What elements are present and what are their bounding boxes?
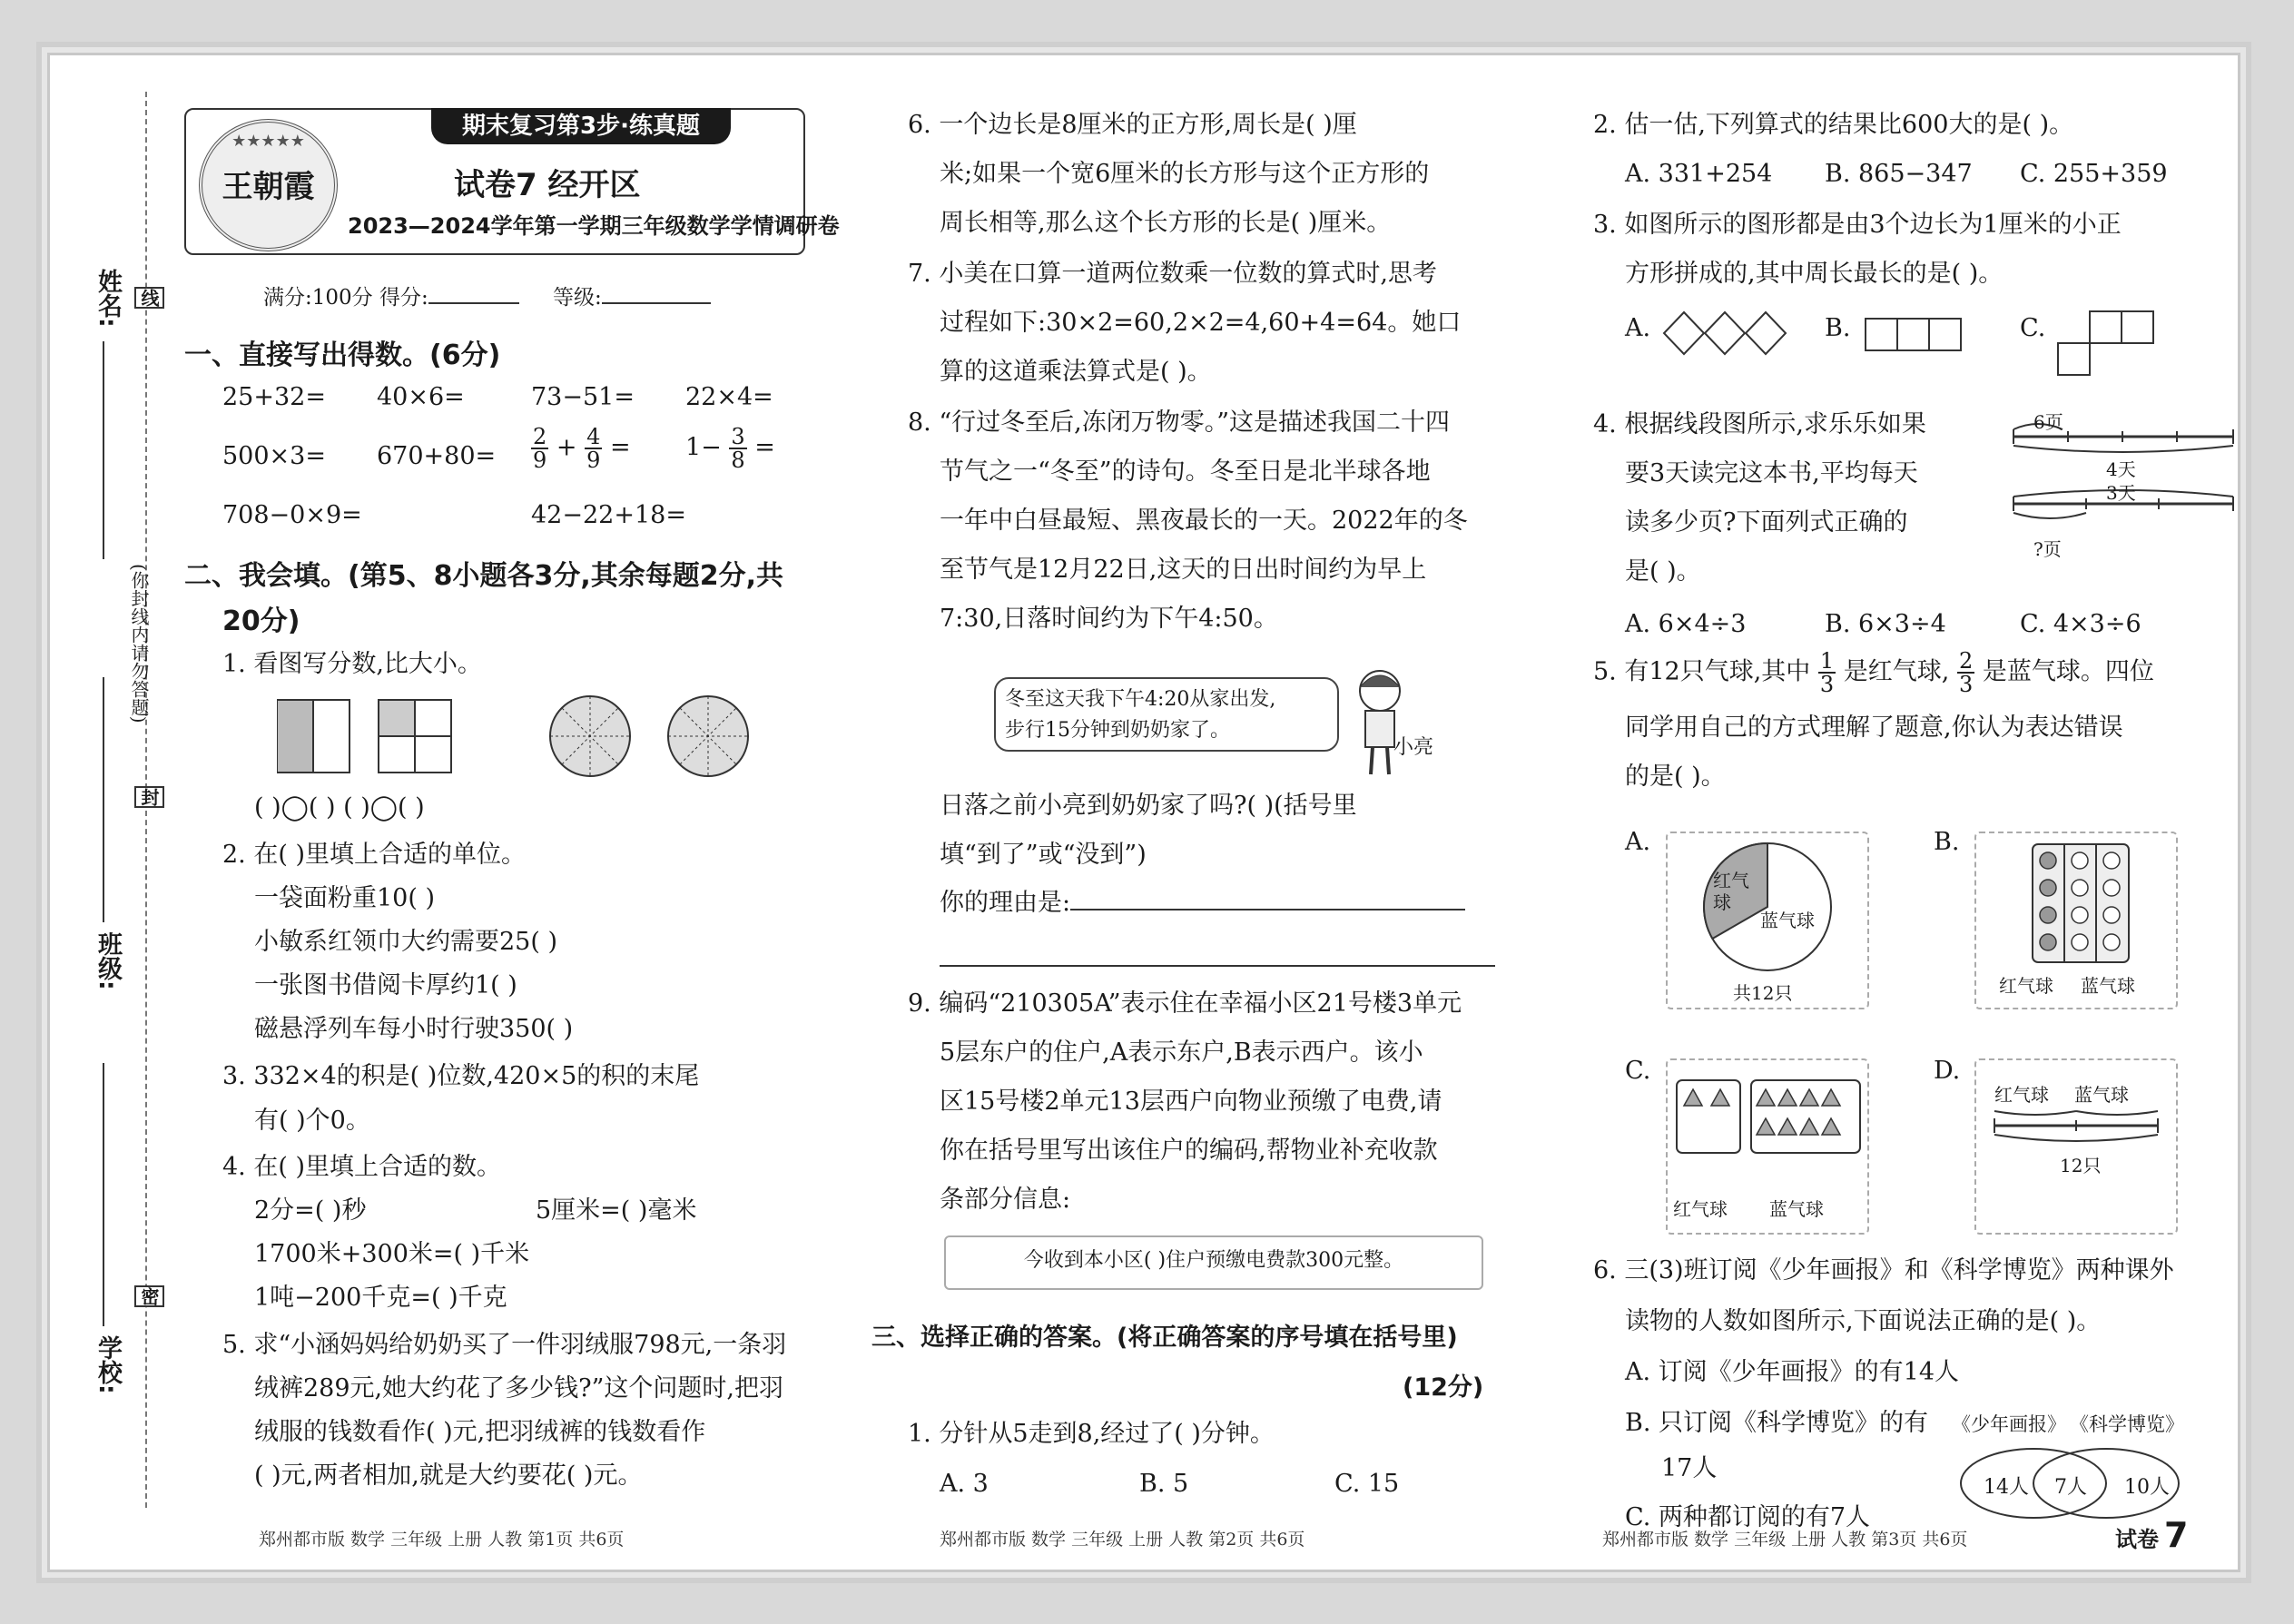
c4-option-c: C. 4×3÷6 (2020, 610, 2141, 638)
c2-text: 2. 估一估,下列算式的结果比600大的是( )。 (1593, 111, 2074, 139)
c6-option-b-cont: 17人 (1661, 1454, 1718, 1482)
dots-red-label: 红气球 (1999, 975, 2053, 997)
c3-option-b: B. (1825, 314, 1851, 342)
calc-1: 25+32= (222, 383, 326, 411)
venn-mid: 7人 (2054, 1476, 2087, 1499)
q1-text: 1. 看图写分数,比大小。 (222, 650, 482, 678)
school-label: 学校: (90, 1335, 126, 1394)
tri-red-label: 红气球 (1673, 1198, 1728, 1220)
c1-option-a: A. 3 (940, 1470, 989, 1498)
q2-item-2: 小敏系红领巾大约需要25( ) (254, 928, 558, 956)
seg-total-label: 12只 (2060, 1155, 2102, 1176)
q6-line-3: 周长相等,那么这个长方形的长是( )厘米。 (940, 209, 1392, 237)
seg-red-label: 红气球 (1994, 1084, 2049, 1106)
footer-page-2: 郑州都市版 数学 三年级 上册 人教 第2页 共6页 (940, 1530, 1305, 1550)
pie-blue-label: 蓝气球 (1760, 910, 1815, 931)
q8-question: 日落之前小亮到奶奶家了吗?( )(括号里 (940, 792, 1357, 820)
q9-line-5: 条部分信息: (940, 1186, 1071, 1214)
q6-line-2: 米;如果一个宽6厘米的长方形与这个正方形的 (940, 160, 1430, 188)
calc-4: 22×4= (685, 383, 773, 411)
q8-line-4: 至节气是12月22日,这天的日出时间约为早上 (940, 556, 1427, 584)
footer-page-3: 郑州都市版 数学 三年级 上册 人教 第3页 共6页 (1602, 1530, 1968, 1550)
c1-option-b: B. 5 (1139, 1470, 1189, 1498)
section-3-score: (12分) (1403, 1373, 1484, 1402)
q9-line-4: 你在括号里写出该住户的编码,帮物业补充收款 (940, 1137, 1438, 1165)
q3-text: 3. 332×4的积是( )位数,420×5的积的末尾 (222, 1062, 700, 1090)
seal-note: (你封线内请勿答题) (128, 564, 150, 723)
q2-item-4: 磁悬浮列车每小时行驶350( ) (254, 1015, 574, 1043)
c3-shape-a (1661, 308, 1797, 362)
c5-option-b: B. (1934, 828, 1960, 856)
header-card (184, 108, 840, 255)
banner: 期末复习第3步·练真题 (431, 108, 731, 144)
c4-label-4days: 4天 (2106, 458, 2136, 480)
q5-line-4: ( )元,两者相加,就是大约要花( )元。 (254, 1462, 643, 1490)
q4-text: 4. 在( )里填上合适的数。 (222, 1153, 501, 1181)
paper-subtitle: 2023—2024学年第一学期三年级数学学情调研卷 (348, 213, 840, 239)
q1-compare-row: ( )◯( ) ( )◯( ) (254, 793, 425, 822)
q2-item-3: 一张图书借阅卡厚约1( ) (254, 971, 517, 999)
c1-text: 1. 分针从5走到8,经过了( )分钟。 (908, 1420, 1275, 1448)
seg-blue-label: 蓝气球 (2074, 1084, 2129, 1106)
q7-line-2: 过程如下:30×2=60,2×2=4,60+4=64。她口 (940, 309, 1462, 337)
c4-option-a: A. 6×4÷3 (1625, 610, 1747, 638)
q7-line-3: 算的这道乘法算式是( )。 (940, 358, 1212, 386)
c3-shape-b (1864, 317, 1973, 353)
c4-line-4: 是( )。 (1625, 557, 1701, 586)
exam-sheet (47, 53, 2240, 1572)
name-label: 姓名: (90, 269, 126, 328)
c3-option-c: C. (2020, 314, 2046, 342)
section-2-title: 二、我会填。(第5、8小题各3分,其余每题2分,共 (184, 560, 783, 592)
tri-blue-label: 蓝气球 (1769, 1198, 1824, 1220)
calc-8: 1− $\frac{3}{8}$ = (685, 424, 775, 473)
q5-line-2: 绒裤289元,她大约花了多少钱?”这个问题时,把羽 (254, 1374, 783, 1403)
c3-shape-c (2056, 310, 2165, 382)
c2-option-a: A. 331+254 (1625, 160, 1773, 188)
q9-line-2: 5层东户的住户,A表示东户,B表示西户。该小 (940, 1038, 1423, 1067)
calc-9: 708−0×9= (222, 501, 362, 529)
c6-line-1: 6. 三(3)班订阅《少年画报》和《科学博览》两种课外 (1593, 1256, 2174, 1284)
calc-10: 42−22+18= (531, 501, 686, 529)
c4-line-1: 4. 根据线段图所示,求乐乐如果 (1593, 410, 1926, 438)
q8-reason: 你的理由是: (940, 886, 1465, 920)
q3-text-cont: 有( )个0。 (254, 1107, 370, 1135)
dots-blue-label: 蓝气球 (2081, 975, 2135, 997)
venn-title-right: 《科学博览》 (2070, 1413, 2184, 1435)
q7-line-1: 7. 小美在口算一道两位数乘一位数的算式时,思考 (908, 260, 1437, 288)
q8-line-3: 一年中白昼最短、黑夜最长的一天。2022年的冬 (940, 507, 1468, 535)
c4-label-bottom: ?页 (2033, 538, 2062, 560)
c5-option-a: A. (1625, 828, 1651, 856)
c5-line-1: 5. 有12只气球,其中 $\frac{1}{3}$ 是红气球, $\frac{2}{3}$ 是蓝气球。四位 (1593, 648, 2154, 697)
c4-label-3days: 3天 (2106, 482, 2136, 504)
seal-mark-1: 线 (134, 287, 164, 309)
section-1-title: 一、直接写出得数。(6分) (184, 340, 501, 371)
q8-question-cont: 填“到了”或“没到”) (940, 841, 1147, 869)
venn-right: 10人 (2124, 1476, 2170, 1499)
c4-option-b: B. 6×3÷4 (1825, 610, 1946, 638)
c6-line-2: 读物的人数如图所示,下面说法正确的是( )。 (1625, 1307, 2102, 1335)
c2-option-c: C. 255+359 (2020, 160, 2168, 188)
c5-option-d: D. (1934, 1057, 1961, 1085)
q5-line-3: 绒服的钱数看作( )元,把羽绒裤的钱数看作 (254, 1418, 706, 1446)
q6-line-1: 6. 一个边长是8厘米的正方形,周长是( )厘 (908, 111, 1357, 139)
c3-line-2: 方形拼成的,其中周长最长的是( )。 (1625, 260, 2004, 288)
c3-line-1: 3. 如图所示的图形都是由3个边长为1厘米的小正 (1593, 211, 2122, 239)
seal-mark-2: 封 (134, 786, 164, 808)
q8-answer-line (940, 965, 1495, 967)
boy-label: 小亮 (1393, 736, 1434, 759)
c3-option-a: A. (1625, 314, 1651, 342)
q8-line-2: 节气之一“冬至”的诗句。冬至日是北半球各地 (940, 458, 1431, 486)
c6-option-c: C. 两种都订阅的有7人 (1625, 1503, 1871, 1531)
c5-figure-c (1666, 1058, 1869, 1235)
venn-left: 14人 (1984, 1476, 2029, 1499)
q8-line-5: 7:30,日落时间约为下午4:50。 (940, 605, 1278, 633)
q1-figures (277, 691, 822, 782)
q4-row-1a: 2分=( )秒 (254, 1196, 367, 1225)
footer-page-1: 郑州都市版 数学 三年级 上册 人教 第1页 共6页 (259, 1530, 625, 1550)
q5-line-1: 5. 求“小涵妈妈给奶奶买了一件羽绒服798元,一条羽 (222, 1331, 787, 1359)
q2-text: 2. 在( )里填上合适的单位。 (222, 841, 526, 869)
q4-row-2: 1700米+300米=( )千米 (254, 1240, 530, 1268)
q2-item-1: 一袋面粉重10( ) (254, 884, 436, 912)
c5-option-c: C. (1625, 1057, 1651, 1085)
c6-option-a: A. 订阅《少年画报》的有14人 (1625, 1358, 1960, 1386)
q9-line-1: 9. 编码“210305A”表示住在幸福小区21号楼3单元 (908, 989, 1462, 1018)
seal-mark-3: 密 (134, 1285, 164, 1307)
q9-line-3: 区15号楼2单元13层西户向物业预缴了电费,请 (940, 1088, 1442, 1116)
score-line: 满分:100分 得分: 等级: (263, 281, 711, 315)
pie-red-label: 红气球 (1713, 870, 1749, 913)
calc-3: 73−51= (531, 383, 635, 411)
venn-title-left: 《少年画报》 (1952, 1413, 2066, 1435)
section-3-title: 三、选择正确的答案。(将正确答案的序号填在括号里) (871, 1324, 1458, 1352)
c4-line-3: 读多少页?下面列式正确的 (1625, 508, 1908, 536)
paper-title: 试卷7 经开区 (454, 167, 641, 203)
c1-option-c: C. 15 (1334, 1470, 1400, 1498)
c2-option-b: B. 865−347 (1825, 160, 1973, 188)
calc-5: 500×3= (222, 442, 326, 470)
calc-6: 670+80= (377, 442, 497, 470)
pie-total-label: 共12只 (1733, 982, 1793, 1004)
calc-7: $\frac{2}{9}$ + $\frac{4}{9}$ = (533, 424, 631, 473)
logo-badge: ★★★★★ 王朝霞 (199, 119, 338, 251)
q4-row-3: 1吨−200千克=( )千克 (254, 1284, 507, 1312)
class-label: 班级: (90, 931, 126, 990)
c5-figure-d (1974, 1058, 2178, 1235)
logo-text: 王朝霞 (222, 169, 315, 205)
c5-line-3: 的是( )。 (1625, 763, 1726, 791)
q8-line-1: 8. “行过冬至后,冻闭万物零。”这是描述我国二十四 (908, 408, 1451, 437)
c4-label-top: 6页 (2033, 411, 2063, 433)
receipt-box: 今收到本小区( )住户预缴电费款300元整。 (944, 1235, 1483, 1290)
paper-tag: 试卷 7 (2115, 1515, 2189, 1555)
boy-figure (1344, 664, 1425, 782)
q4-row-1b: 5厘米=( )毫米 (536, 1196, 697, 1225)
c5-figure-b (1974, 832, 2178, 1009)
c6-option-b: B. 只订阅《科学博览》的有 (1625, 1409, 1929, 1437)
c5-figure-a (1666, 832, 1869, 1009)
calc-2: 40×6= (377, 383, 465, 411)
section-2-title-cont: 20分) (222, 605, 300, 637)
c4-line-2: 要3天读完这本书,平均每天 (1625, 459, 1918, 487)
c5-line-2: 同学用自己的方式理解了题意,你认为表达错误 (1625, 714, 2123, 742)
speech-bubble: 冬至这天我下午4:20从家出发, 步行15分钟到奶奶家了。 (994, 677, 1339, 752)
